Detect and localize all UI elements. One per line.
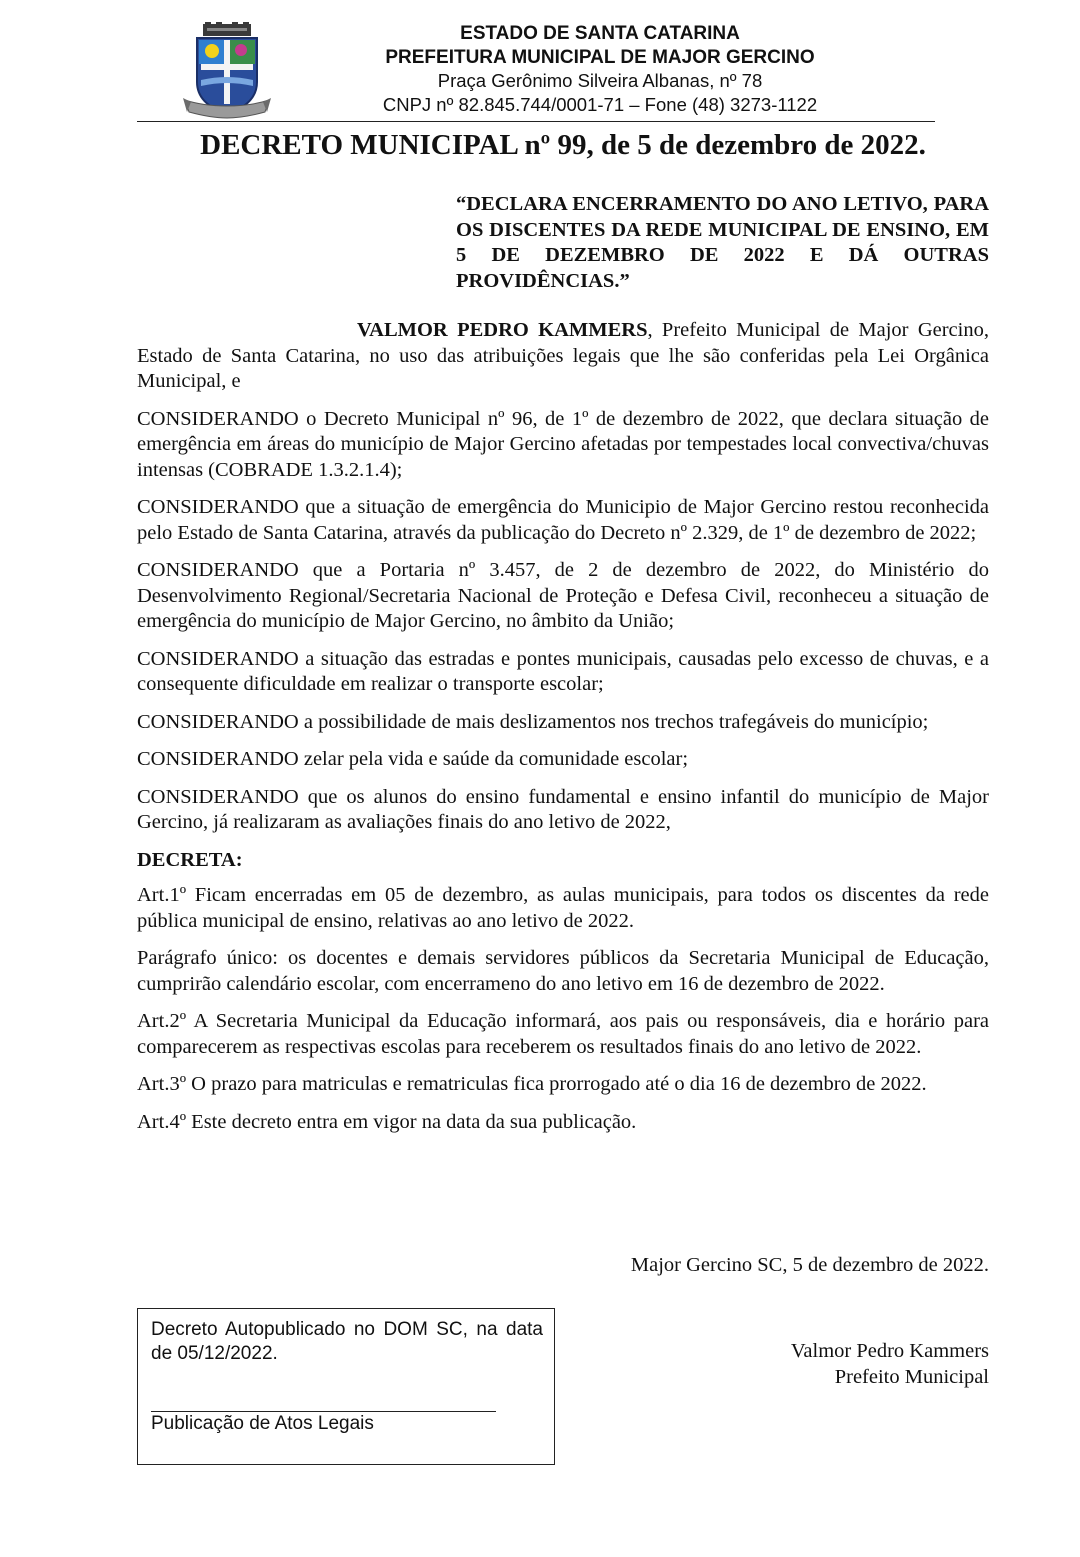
publication-label: Publicação de Atos Legais: [151, 1413, 374, 1434]
considerando-paragraph: CONSIDERANDO que a Portaria nº 3.457, de 2 de dezembro de 2022, do Ministério do Desenvolvimento Regional/Secretaria Nacional de Proteção e Defesa Civil, reconheceu a situação de emergência do município de Major Gercino, no âmbito da União;: [137, 559, 989, 632]
prefecture-cnpj-phone: CNPJ nº 82.845.744/0001-71 – Fone (48) 3273-1122: [382, 93, 818, 115]
considerando-paragraph: CONSIDERANDO a situação das estradas e pontes municipais, causadas pelo excesso de chuvas, e a consequente dificuldade em realizar o transporte escolar;: [137, 647, 989, 695]
coat-of-arms-icon: [183, 22, 271, 120]
preamble-text: , Prefeito Municipal de Major Gercino, Estado de Santa Catarina, no uso das atribuições legais que lhe são conferidas pela Lei Orgânica Municipal, e: [137, 319, 989, 392]
signatory-name: Valmor Pedro Kammers: [790, 1340, 989, 1362]
article-paragraph: Parágrafo único: os docentes e demais servidores públicos da Secretaria Municipal de Educação, cumprirão calendário escolar, com encerrameno do ano letivo em 16 de dezembro de 2022.: [137, 947, 989, 995]
signature-block: [600, 1338, 989, 1390]
publication-note: Decreto Autopublicado no DOM SC, na data de 05/12/2022.: [151, 1319, 543, 1364]
prefecture-name: PREFEITURA MUNICIPAL DE MAJOR GERCINO: [385, 46, 815, 68]
decree-title: DECRETO MUNICIPAL nº 99, de 5 de dezembro de 2022.: [200, 129, 926, 161]
mayor-name: VALMOR PEDRO KAMMERS: [357, 319, 648, 341]
article-paragraph: Art.1º Ficam encerradas em 05 de dezembro, as aulas municipais, para todos os discentes da rede pública municipal de ensino, relativas ao ano letivo de 2022.: [137, 884, 989, 932]
decree-body: [137, 318, 989, 1147]
signatory-role: Prefeito Municipal: [834, 1366, 989, 1388]
considerando-paragraph: CONSIDERANDO que os alunos do ensino fundamental e ensino infantil do município de Major Gercino, já realizaram as avaliações finais do ano letivo de 2022,: [137, 785, 989, 833]
considerando-paragraph: CONSIDERANDO o Decreto Municipal nº 96, de 1º de dezembro de 2022, que declara situação de emergência em áreas do município de Major Gercino afetadas por tempestades local convectiva/chuvas intensas (COBRADE 1.3.2.1.4);: [137, 407, 989, 481]
letterhead: [290, 22, 910, 116]
header-divider: [137, 121, 935, 122]
considerando-paragraph: CONSIDERANDO que a situação de emergência do Municipio de Major Gercino restou reconhecida pelo Estado de Santa Catarina, através da publicação do Decreto nº 2.329, de 1º de dezembro de 2022;: [137, 496, 989, 544]
prefecture-address: Praça Gerônimo Silveira Albanas, nº 78: [437, 70, 763, 91]
considerando-paragraph: CONSIDERANDO a possibilidade de mais deslizamentos nos trechos trafegáveis do município;: [137, 710, 929, 733]
article-paragraph: Art.4º Este decreto entra em vigor na data da sua publicação.: [137, 1110, 637, 1133]
preamble: [137, 318, 989, 395]
article-paragraph: Art.2º A Secretaria Municipal da Educação informará, aos pais ou responsáveis, dia e horário para comparecerem as respectivas escolas para receberem os resultados finais do ano letivo de 2022.: [137, 1010, 989, 1058]
place-and-date: Major Gercino SC, 5 de dezembro de 2022.: [630, 1254, 989, 1276]
considerando-paragraph: CONSIDERANDO zelar pela vida e saúde da comunidade escolar;: [137, 748, 689, 770]
decree-ementa: “DECLARA ENCERRAMENTO DO ANO LETIVO, PARA OS DISCENTES DA REDE MUNICIPAL DE ENSINO, EM 5 DE DEZEMBRO DE 2022 E DÁ OUTRAS PROVIDÊNCIAS.”: [456, 193, 989, 292]
publication-box: [137, 1308, 555, 1465]
article-paragraph: Art.3º O prazo para matriculas e rematriculas fica prorrogado até o dia 16 de dezembro de 2022.: [137, 1073, 927, 1095]
decreta-heading: DECRETA:: [137, 848, 243, 871]
state-name: ESTADO DE SANTA CATARINA: [460, 23, 740, 44]
